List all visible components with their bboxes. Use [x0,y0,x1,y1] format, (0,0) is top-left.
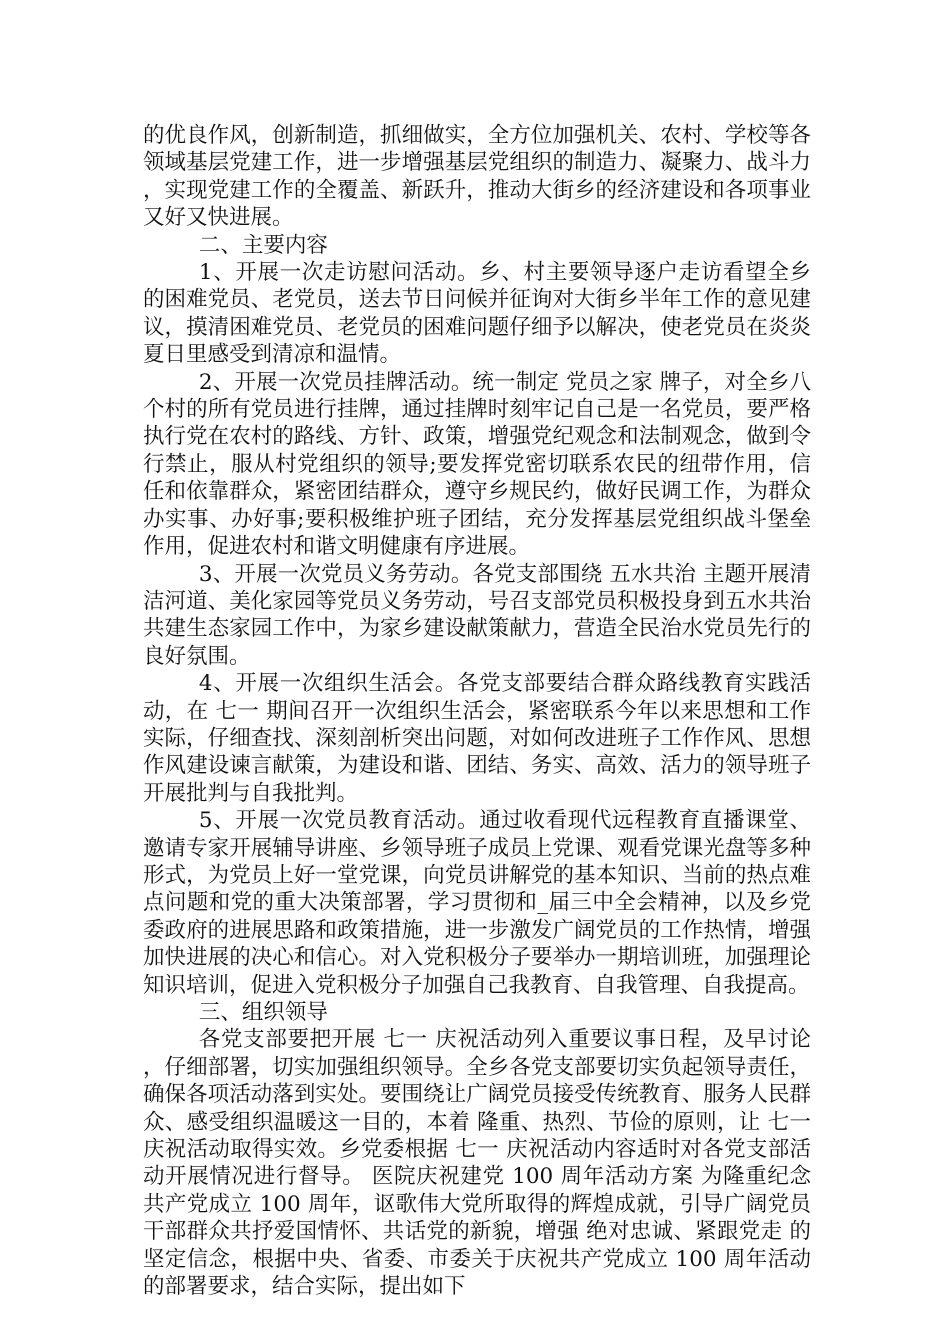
document-body [143,122,811,1300]
section-heading-main-content: 二、主要内容 [198,232,328,258]
paragraph-item-3-labor: 3、开展一次党员义务劳动。各党支部围绕 五水共治 主题开展清洁河道、美化家园等党员义务劳动，号召支部党员积极投身到五水共治 共建生态家园工作中，为家乡建设献策献力，营造全民治水党员先行的良好氛围。 [143,561,811,669]
paragraph-intro-continuation: 的优良作风，创新制造，抓细做实，全方位加强机关、农村、学校等各领域基层党建工作，进一步增强基层党组织的制造力、凝聚力、战斗力，实现党建工作的全覆盖、新跃升，推动大街乡的经济建设和各项事业又好又快进展。 [143,123,811,231]
paragraph-item-4-meeting: 4、开展一次组织生活会。各党支部要结合群众路线教育实践活动，在 七一 期间召开一次组织生活会，紧密联系今年以来思想和工作实际，仔细查找、深刻剖析突出问题，对如何改进班子工作作风、思想作风建设谏言献策，为建设和谐、团结、务实、高效、活力的领导班子开展批判与自我批判。 [143,671,811,806]
paragraph-item-5-education: 5、开展一次党员教育活动。通过收看现代远程教育直播课堂、邀请专家开展辅导讲座、乡领导班子成员上党课、观看党课光盘等多种形式，为党员上好一堂党课，向党员讲解党的基本知识、当前的热点难点问题和党的重大决策部署，学习贯彻和_届三中全会精神，以及乡党委政府的进展思路和政策措施，进一步激发广阔党员的工作热情，增强加快进展的决心和信心。对入党积极分子要举办一期培训班，加强理论知识培训，促进入党积极分子加强自己我教育、自我管理、自我提高。 [143,808,811,998]
paragraph-item-1-visits: 1、开展一次走访慰问活动。乡、村主要领导逐户走访看望全乡的困难党员、老党员，送去节日问候并征询对大街乡半年工作的意见建议，摸清困难党员、老党员的困难问题仔细予以解决，使老党员在炎炎夏日里感受到清凉和温情。 [143,260,811,368]
section-heading-organization: 三、组织领导 [198,1000,328,1025]
paragraph-organization-leadership: 各党支部要把开展 七一 庆祝活动列入重要议事日程，及早讨论，仔细部署，切实加强组织领导。全乡各党支部要切实负起领导责任，确保各项活动落到实处。要围绕让广阔党员接受传统教育、服务人民群众、感受组织温暖这一目的，本着 隆重、热烈、节俭的原则，让 七一 庆祝活动取得实效。乡党委根据 七一 庆祝活动内容适时对各党支部活动开展情况进行督导。 医院庆祝建党 100 周年活动方案 为隆重纪念共产党成立 100 周年，讴歌伟大党所取得的辉煌成就，引导广阔党员干部群众共抒爱国情怀、共话党的新貌，增强 绝对忠诚、紧跟党走 的坚定信念，根据中央、省委、市委关于庆祝共产党成立 100 周年活动的部署要求，结合实际，提出如下 [143,1027,811,1300]
paragraph-item-2-badges: 2、开展一次党员挂牌活动。统一制定 党员之家 牌子，对全乡八个村的所有党员进行挂牌，通过挂牌时刻牢记自己是一名党员，要严格执行党在农村的路线、方针、政策，增强党纪观念和法制观念，做到令行禁止，服从村党组织的领导;要发挥党密切联系农民的纽带作用，信任和依靠群众，紧密团结群众，遵守乡规民约，做好民调工作，为群众办实事、办好事;要积极维护班子团结，充分发挥基层党组织战斗堡垒作用，促进农村和谐文明健康有序进展。 [143,369,811,560]
